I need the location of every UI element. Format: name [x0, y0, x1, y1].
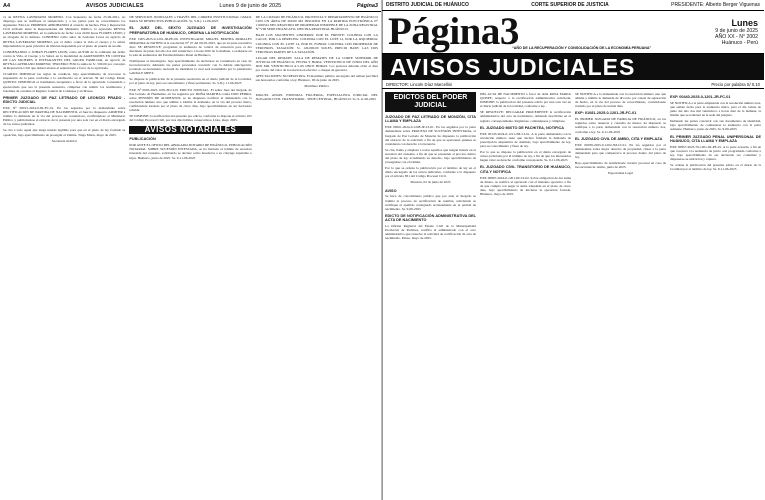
notice-heading: EXP: 01081-2025-0-1201-JR-FC-01 — [575, 111, 637, 116]
president-name: PRESIDENTE: Alberto Berger Viguenas — [671, 2, 760, 8]
notice-paragraph: CONDENANDO a: JOHAN FLORES LEON, como AUTOR de la comisión del delito contra la Vida, el Cuerpo y la Salud, en la modalidad de AGRESIONES EN CONTRA DE LAS MUJERES O INTEGRANTES DEL GRUPO FAMILIAR, en agravio de REYNA LAVERIANO MORENO; TERCERO: FIJO la suma de S/. 500.00 por concepto de Reparación Civil que deberá abonar el sentenciado a favor de la agraviada. — [3, 49, 126, 71]
notice-paragraph: DE SERVICIOS JUDICIALES a TRAVÉS DEL CORREO INSTITUCIONAL GMAIL PARA SU RESPECTIVA PUBLICACIÓN. Ss. S.D.y 11-06-2025 — [129, 15, 252, 24]
notice-heading: EL JUZGADO CIVIL DE AMBO, CITA Y EMPLAZA — [575, 136, 663, 141]
notice-paragraph: CUARTO: IMPONGO las reglas de conducta, bajo apercibimiento de revocarse la suspensión de la pena conforme a lo establecido en el artículo 59 del Código Penal; QUINTO: DISPONGO el tratamiento terapéutico a favor de la agraviada. Consentida o ejecutoriada que sea la presente sentencia, cúmplase con remitir los testimonios y boletines de condena al Registro Central de Condenas y archívese. — [3, 72, 126, 93]
issue-day: Lunes — [731, 18, 758, 28]
notice-heading: JUZGADO DE PAZ LETRADO DE MONZÓN, CITA LLAMA Y EMPLAZA — [385, 115, 476, 124]
text-column — [480, 92, 571, 243]
notice-paragraph: La Oficina Registral del Estado Civil de la Municipalidad Provincial de Pachitea, notifica al administrado con el acto administrativo que resuelve la solicitud de rectificación de acta de nacimiento. Panao, mayo de 2025. — [385, 224, 476, 241]
notice-paragraph: Se dispone la publicación de la presente resolución en el diario judicial de la localidad, por el plazo de ley, para su conocimiento y fines pertinentes. Ss. S.D.y 11-06-2025 — [129, 77, 252, 86]
left-section-title: AVISOS JUDICIALES — [85, 2, 144, 9]
notice-paragraph: Se cita a todo aquel que tenga interés legítimo para que en el plazo de ley formule su oposición, bajo apercibimiento de proseguir el trámite. Tingo María, mayo de 2025. — [3, 128, 126, 137]
notice-paragraph: MIGUEL ANGEL ESPINOZA FIGUEROA, ESPECIALISTA JUDICIAL DEL JUZGADO CIVIL TRANSITORIO - SEDE CENTRAL, HUÁNUCO. Ss. 9-11-06-2025 — [255, 92, 378, 101]
notice-paragraph: Por lo que se ordena la publicación por el término de ley en el diario encargado de los avisos judiciales, conforme a lo dispuesto por el artículo 831 del Código Procesal Civil. — [385, 166, 476, 179]
notice-paragraph: DE LA CIUDAD DE HUÁNUCO, PROVINCIA Y DEPARTAMENTO DE HUÁNUCO CON UN ÁREA DE 200.00 M2 INSCRITO EN LA PARTIDA ELECTRÓNICA N° 11029541 DEL REGISTRO DE PROPIEDAD INMUEBLE DE LA ZONA REGISTRAL N° VIII SEDE HUANCAYO, OFICINA REGISTRAL HUÁNUCO. — [255, 15, 378, 32]
district-name: DISTRITO JUDICIAL DE HUÁNUCO — [386, 2, 469, 8]
notice-signature: Secretaria Judicial — [51, 138, 77, 143]
notice-paragraph: EXP. 00039-2025-0-1202-JM-CI-01. En los seguidos por el demandante sobre mejor derecho de propiedad, cítese a la parte demandada para que comparezca al proceso dentro del plazo de ley. — [575, 142, 666, 159]
notice-paragraph: EXP. 00957-2023-76-1201-JR-PE-01. A la parte acusada, a fin de que concurra a la audiencia de juicio oral programada conforme a ley, bajo apercibimiento de ser declarado reo contumaz y disponerse su ubicación y captura. — [670, 144, 761, 162]
notice-heading: EL JUZGADO CIVIL TRANSITORIO DE HUÁNUCO, CITA Y NOTIFICA — [480, 165, 571, 174]
left-page-number: A4 — [3, 2, 11, 9]
notice-paragraph: Bajo apercibimiento de nombrársele curador procesal en caso de inconcurrencia. Ambo, junio de 2025. — [575, 160, 666, 170]
notice-paragraph: Se cita, llama y emplaza a todos aquellos que tengan interés en la sucesión del causante, a fin de que se presenten al proceso dentro del plazo de ley, acreditando su derecho, bajo apercibimiento de proseguirse con el trámite. — [385, 147, 476, 165]
notice-paragraph: POR ANTE EL OFICIO DEL ABOGADO-NOTARIO DE HUÁNUCO, PUBLICACIÓN NOTARIAL SOBRE SUCESIÓN INTESTADA, se ha iniciado el trámite de sucesión intestada del causante, solicitando se declare como herederos a su cónyuge supérstite e hijos. Huánuco, junio de 2025. Ss. 9-11-06-2025 — [129, 143, 252, 160]
notice-paragraph: Se ordena la publicación del presente edicto en el diario de la localidad por el término de ley. Ss. 9-11-06-2025 — [670, 163, 761, 172]
notice-paragraph: DEL ACTA DE NACIMIENTO a favor de doña ROSA MARIA QUISPE, respecto a la rectificación administrativa solicitada, DISPONE: la publicación del presente edicto por una sola vez en el diario judicial de la localidad, conforme a ley. — [480, 92, 571, 109]
notice-signature: Martillero Público — [304, 84, 330, 89]
left-page-header — [0, 0, 381, 12]
price-per-word: Precio por palabra S/ 0.10 — [711, 81, 760, 87]
text-column — [256, 15, 378, 162]
notice-paragraph: EXP. N° 0005-2025-1205-JP-CI-01 EDICTO JUDICIAL. El señor Juez del Juzgado de Paz Letrado de Huamalíes, en los seguidos por DOÑA MARTHA contra DON PEDRO, sobre PENSIÓN DE ALIMENTOS, se ha dispuesto notificar al demandado con la resolución número uno que admite a trámite la demanda, en la vía del proceso único, confiriéndole traslado por el plazo de cinco días, bajo apercibimiento de ser declarado rebelde. — [129, 87, 252, 112]
notice-paragraph: EXP. N° 00015-2024-0-JR-FC-01. En los seguidos por la demandante sobre RECTIFICACIÓN DE PARTIDA DE NACIMIENTO, el Juez ha dispuesto: ADMITIR a trámite la demanda en la vía del proceso no contencioso, notificándose al Ministerio Público y publicándose el extracto de la presente por una sola vez en el diario encargado de los avisos judiciales. — [3, 106, 126, 127]
text-column — [670, 92, 761, 243]
notice-paragraph: Se hace de conocimiento público que por ante el Juzgado se tramita el proceso de rectificación de nombre, solicitando se rectifique el apellido consignado erróneamente en la partida de nacimiento. Ss. 9-06-2025 — [385, 194, 476, 211]
text-column — [3, 15, 125, 162]
notice-paragraph: Por lo que se dispone la publicación en el diario encargado de avisos judiciales por el término de ley, a fin de que los interesados hagan valer su derecho conforme corresponda. Ss. 9-11-06-2025 — [480, 149, 571, 163]
issue-place: Huánuco - Perú — [721, 40, 758, 46]
director-line — [382, 80, 764, 89]
text-column — [129, 15, 251, 162]
notice-paragraph: EXP. 1905-2025-0-1201-JR-PE-06. INVESTIGADO: MIGUEL BERTHA MORALES MIRANDA de NOTIFICA la resolución N° 07 del 09-05-2025, que en su parte resolutiva dice: SE RESUELVE: programar la audiencia de control de acusación para el día diecisiete de junio del año dos mil veinticinco a horas 9:00 de la mañana, a realizarse en la sala de audiencias del Establecimiento Penal de Huánuco. — [129, 36, 252, 57]
notice-paragraph: BAJO LOS SIGUIENTES LINDEROS: POR EL FRENTE: COLINDA CON LA CALLE, POR LA DERECHA: COLINDA CON EL LOTE 12, POR LA IZQUIERDA: COLINDA CON EL LOTE 14, POR EL FONDO: COLINDA CON PROPIEDAD DE TERCEROS. TASACIÓN: S/. 120,000.00 SOLES, PRECIO BASE: LAS DOS TERCERAS PARTES DE LA TASACIÓN. — [255, 33, 378, 54]
notice-signature: Monzón, 02 de junio de 2025 — [410, 180, 451, 185]
notice-heading: EDICTO DE NOTIFICACIÓN ADMINISTRATIVA DEL ACTA DE NACIMIENTO — [385, 213, 476, 223]
section-band: AVISOS NOTARIALES — [129, 126, 251, 134]
notice-paragraph: AFECTACIONES: NO REGISTRA. El martillero público encargado del remate percibirá sus honorarios conforme a ley. Huánuco, 06 de junio de 2025. — [255, 74, 378, 83]
left-page-date: Lunes 9 de junio de 2025 — [219, 2, 282, 9]
notice-paragraph: EXP. 00145-2024-0-1211-JM-CI-01. A la parte demandada con la resolución número siete que declara fundada la demanda de prescripción adquisitiva de dominio, bajo apercibimiento de ley, para su conocimiento y fines de ley. — [480, 131, 571, 148]
text-column — [385, 92, 476, 243]
notice-paragraph: EXP. 00867-2024-0-1201-JR-CI-02. Sobre obligación de dar suma de dinero, se notifica al ejecutado con el mandato ejecutivo a fin de que cumpla con pagar la suma adeudada en el plazo de cinco días, bajo apercibimiento de iniciarse la ejecución forzada. Huánuco, mayo de 2025. — [480, 175, 571, 196]
issue-date: 9 de junio de 2025 — [715, 28, 758, 34]
notice-paragraph: SE RESUELVE: DECLARAR PROCEDENTE la rectificación administrativa del acta de nacimiento, debiendo inscribirse en el registro correspondiente. Regístrese, comuníquese y cúmplase. — [480, 110, 571, 123]
right-page — [382, 0, 764, 500]
notice-paragraph: LUGAR DEL REMATE: SALA DE REMATES DE LA CORTE SUPERIOR DE JUSTICIA DE HUÁNUCO, FECHA Y HORA: VEINTICINCO DE JUNIO DEL AÑO DOS MIL VEINTICINCO A LAS ONCE HORAS. Los postores deberán oblar el diez por ciento del valor de la tasación en efectivo o cheque de gerencia. — [255, 55, 378, 73]
notice-paragraph: SE DISPONE: la notificación del presente por edicto, conforme lo dispone el artículo 165 del Código Procesal Civil, por tres días hábiles consecutivos. Llata, mayo 2025. — [129, 114, 252, 123]
left-columns — [0, 12, 381, 162]
notice-heading: EXP. 00440-2025-0-1201-JR-FC-01 — [670, 95, 731, 99]
main-section-title: AVISOS JUDICIALES — [382, 54, 764, 80]
court-name: CORTE SUPERIOR DE JUSTICIA — [531, 2, 609, 8]
notice-heading: PUBLICACIÓN — [129, 137, 156, 142]
masthead — [382, 11, 764, 54]
director-name: DIRECTOR: Lincoln Díaz Marcellini — [386, 81, 453, 87]
notice-signature: Especialista Legal — [608, 171, 633, 176]
notice-paragraph: EXP. 00021-2024-0-1208-JP-CI-01. En los seguidos por la parte demandante sobre PROCESO DE SUCESIÓN INTESTADA, el Juzgado de Paz Letrado de Monzón ha dispuesto la publicación del extracto de la solicitud, a fin de que se apersonen quienes se consideren con derecho a la herencia. — [385, 125, 476, 146]
notice-paragraph: SE NOTIFICA a la parte emplazada con la resolución número tres, que señala fecha para la audiencia única, para el día veinte de junio del año dos mil veinticinco a horas diez de la mañana, la misma que se realizará en la sede del juzgado. — [670, 100, 761, 118]
notice-heading: AVISO — [385, 188, 397, 193]
edictos-header: EDICTOS DEL PODER JUDICIAL — [385, 92, 476, 112]
notice-paragraph: SE NOTIFICA a la demandada con la resolución número uno que admite a trámite la demanda de divorcio por causal de separación de hecho, en la vía del proceso de conocimiento, corriéndosele traslado por el plazo de treinta días. — [575, 92, 666, 109]
notice-heading: EL PRIMER JUZGADO PENAL UNIPERSONAL DE HUÁNUCO, CITA LLAMA Y EMPLAZA — [670, 134, 761, 143]
left-page-brand: Página3 — [356, 2, 378, 9]
left-page — [0, 0, 382, 500]
issue-info — [715, 18, 758, 46]
right-columns — [382, 89, 764, 243]
notice-paragraph: Notifíquese al investigado, bajo apercibimiento de declararse su contumacia en caso de inconcurrencia; debiendo las partes procesales concurrir con la debida anticipación, portando su documento nacional de identidad, la cual será transmitida por la plataforma GOOGLE MEET. — [129, 58, 252, 76]
issue-number: AÑO XX - N° 2002 — [714, 34, 758, 40]
notice-heading: EL JUZGADO MIXTO DE PACHITEA, NOTIFICA — [480, 125, 564, 130]
notice-heading: PRIMER JUZGADO DE PAZ LETRADO DE LEONCIO PRADO - EDICTO JUDICIAL — [3, 95, 126, 105]
notice-heading: EL JUEZ DEL SEXTO JUZGADO DE INVESTIGACIÓN PREPARATORIA DE HUÁNUCO, ORDENA LA NOTIFICACIÓN — [129, 26, 252, 35]
notice-paragraph: EL PRIMER JUZGADO DE FAMILIA DE HUÁNUCO, en los seguidos sobre tenencia y custodia de menor, ha dispuesto se notifique a la parte demandada con la resolución número dos, conforme a ley. Ss. 9-11-06-2025 — [575, 117, 666, 134]
text-column — [575, 92, 666, 243]
notice-paragraph: Debiendo las partes concurrir con sus documentos de identidad, bajo apercibimiento de continuarse la audiencia con la parte asistente. Huánuco, junio de 2025. Ss. 9-06-2025 — [670, 119, 761, 132]
year-slogan: “AÑO DE LA RECUPERACIÓN Y CONSOLIDACIÓN DE LA ECONOMÍA PERUANA” — [512, 46, 652, 50]
notice-paragraph: vs de REYNA LAVERIANO MORENO. Con Sentencia de fecha 25-06-2021, no dispongo que se notifique al sentenciado y a las partes para su conocimiento los siguientes: FALLA: PRIMERO: APROBANDO el acuerdo de hechos. Fina y Reparación Civil arribado entre la Representante del Ministerio Público, la agraviada REYNA LAVERIANO MORENO, en la audiencia de fecha: a las 24:00 horas FLORES LEON; y su abogado de la defensa. CONDENO como autor de Lesiones Leves en agravio de REYNA LAVERIANO MORENO, por el delito contra la vida el cuerpo y la salud, imponiéndole la pena privativa de libertad suspendida por el plazo de prueba de un año. — [3, 15, 126, 48]
newspaper-logo: Página3 — [388, 10, 519, 53]
